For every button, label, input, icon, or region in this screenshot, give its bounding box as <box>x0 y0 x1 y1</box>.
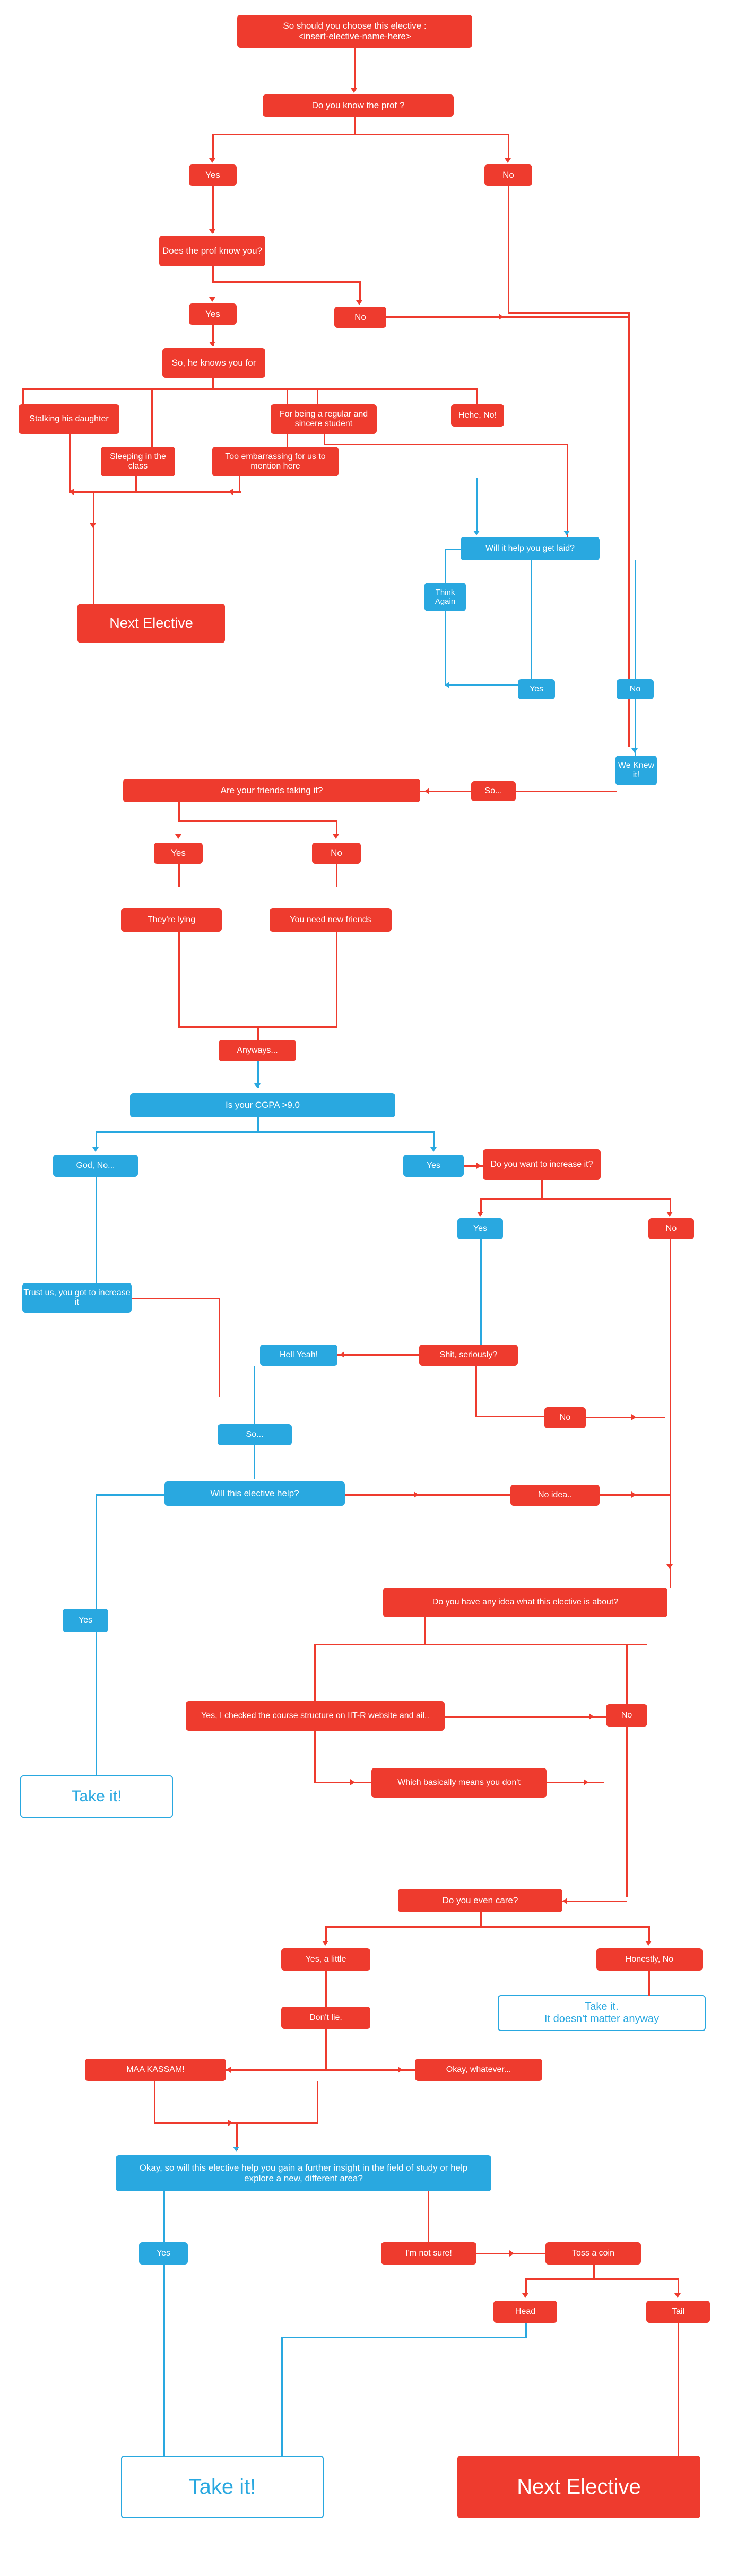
edge-help-to-noidea <box>345 1494 510 1496</box>
node-honestly-no <box>596 1948 703 1971</box>
edge-lying-down <box>178 932 180 1027</box>
edge-toss-bar <box>525 2278 679 2280</box>
arrow-converge-left <box>69 489 74 495</box>
node-dont-lie-label: Don't lie. <box>309 2013 342 2022</box>
edge-hehe-to-laid <box>476 478 478 533</box>
edge-checked-to-no <box>445 1716 607 1718</box>
node-take-it-1 <box>20 1775 173 1818</box>
arrow-laid-down <box>563 531 570 535</box>
node-laid-label: Will it help you get laid? <box>485 543 575 553</box>
node-take-it-doesnt-matter <box>498 1995 706 2031</box>
node-need-new-friends-label: You need new friends <box>290 915 371 924</box>
edge-reasons-bar <box>22 388 478 390</box>
node-prof-know-you-no <box>334 307 386 328</box>
node-too-embarrassing <box>212 447 339 476</box>
node-start-line2: <insert-elective-name-here> <box>298 31 411 41</box>
node-insight-yes <box>139 2242 188 2265</box>
edge-converge-bar <box>69 491 241 493</box>
edge-cgpa-down <box>257 1117 259 1132</box>
edge-no-down-long <box>508 186 509 313</box>
edge-hellyeah-to-so2 <box>254 1366 255 1424</box>
edge-no-to-newfriends <box>336 864 337 887</box>
node-cgpa <box>130 1093 395 1117</box>
edge-knowprof-split <box>212 134 509 135</box>
node-sleeping-label: Sleeping in the class <box>110 452 166 471</box>
edge-anyidea-down-left <box>424 1617 426 1645</box>
node-further-insight <box>116 2155 491 2191</box>
node-laid-no-label: No <box>629 684 641 693</box>
node-no-idea-label: No idea.. <box>537 1490 573 1499</box>
edge-evencare-down <box>480 1912 482 1927</box>
edge-shit-to-hellyeah <box>337 1354 421 1356</box>
node-hell-yeah-label: Hell Yeah! <box>279 1350 318 1359</box>
edge-dontlie-down <box>325 2029 327 2070</box>
edge-yeslittle-to-dontlie <box>325 1971 327 2007</box>
node-start-line1: So should you choose this elective : <box>283 21 427 31</box>
edge-dontlie-bar <box>226 2069 417 2071</box>
node-cgpa-yes <box>403 1155 464 1177</box>
node-further-insight-label: Okay, so will this elective help you gain a further insight in the field of study or help explore a new, different area? <box>139 2163 468 2183</box>
edge-insight-yes-down <box>163 2191 165 2219</box>
node-checked-structure-label: Yes, I checked the course structure on IIT-R website and ail.. <box>201 1711 429 1720</box>
edge-yes-to-profknowyou <box>212 186 214 233</box>
node-start <box>237 15 472 48</box>
node-checked-structure <box>186 1701 445 1731</box>
node-help-yes <box>63 1609 108 1632</box>
node-next-elective-1 <box>77 604 225 643</box>
node-regular-sincere-student <box>271 404 377 434</box>
node-cgpa-yes-label: Yes <box>426 1160 441 1170</box>
edge-yes-to-takeit <box>96 1632 97 1775</box>
edge-knowprof-down <box>354 117 356 135</box>
node-prof-know-you-yes <box>189 303 237 325</box>
edge-sincere-far-down <box>567 444 568 539</box>
edge-increase-bar <box>480 1198 671 1200</box>
edge-increase-down <box>541 1180 543 1199</box>
arrow-yes-loop-left <box>445 682 449 688</box>
node-know-prof-no-label: No <box>502 170 514 180</box>
node-shit-seriously-label: Shit, seriously? <box>439 1350 498 1359</box>
arrow-friends-no <box>333 834 339 839</box>
edge-head-to-takeit-bar <box>281 2337 526 2338</box>
arrow-start-down <box>351 88 357 93</box>
node-tail <box>646 2301 710 2323</box>
node-god-no-label: God, No... <box>76 1160 115 1170</box>
node-increase-yes-label: Yes <box>473 1224 488 1233</box>
arrow-cgpa-yes <box>430 1147 437 1152</box>
edge-insight-down <box>236 2122 238 2150</box>
edge-evencare-bar <box>325 1926 650 1928</box>
node-want-increase-label: Do you want to increase it? <box>490 1159 593 1169</box>
node-any-idea-about <box>383 1588 667 1617</box>
node-think-again-label: Think Again <box>435 587 456 606</box>
arrow-yes2-down <box>209 342 215 346</box>
edge-trustus-down <box>219 1298 220 1397</box>
edge-head-to-takeit-down <box>525 2323 527 2338</box>
node-we-knew-it-label: We Knew it! <box>618 760 655 779</box>
arrow-honestly-no <box>645 1941 652 1946</box>
edge-no-long-down <box>626 1727 628 1897</box>
arrow-profno-right <box>499 314 504 320</box>
node-friends-yes <box>154 843 203 864</box>
node-even-care-label: Do you even care? <box>442 1895 518 1906</box>
node-need-new-friends <box>270 908 392 932</box>
node-hehe-no <box>451 404 504 427</box>
node-sleeping-in-class <box>101 447 175 476</box>
node-trust-us-label: Trust us, you got to increase it <box>23 1288 131 1307</box>
arrow-knowprof-no <box>505 158 511 163</box>
node-even-care <box>398 1889 562 1912</box>
arrow-help-to-noidea <box>414 1491 419 1498</box>
edge-shit-to-no <box>475 1416 544 1417</box>
arrow-basically-right <box>584 1779 588 1785</box>
node-not-sure <box>381 2242 476 2265</box>
node-okay-whatever <box>415 2059 542 2081</box>
arrow-increase-no <box>666 1212 673 1217</box>
edge-yes-to-increase <box>464 1165 485 1167</box>
node-shit-no-label: No <box>559 1412 571 1422</box>
node-cgpa-label: Is your CGPA >9.0 <box>225 1100 300 1111</box>
edge-sleeping-down <box>135 476 137 492</box>
edge-help-left <box>96 1494 166 1496</box>
arrow-think-again-right <box>465 546 470 552</box>
node-laid-no <box>617 679 654 699</box>
edge-knowprof-left-down <box>212 134 214 160</box>
node-anyways <box>219 1040 296 1061</box>
arrow-noidea-right <box>631 1491 636 1498</box>
node-toss-a-coin-label: Toss a coin <box>571 2248 615 2258</box>
node-friends-yes-label: Yes <box>171 848 186 858</box>
edge-maakassam-down <box>154 2081 155 2123</box>
node-know-prof-label: Do you know the prof ? <box>311 100 405 111</box>
node-take-it-final <box>121 2456 324 2518</box>
edge-reason4-down <box>317 388 318 404</box>
node-take-it-dm-line2: It doesn't matter anyway <box>544 2013 660 2025</box>
node-increase-yes <box>457 1218 503 1239</box>
node-increase-no-label: No <box>665 1224 677 1233</box>
edge-sincere-down <box>324 434 325 445</box>
edge-to-think-again <box>445 550 446 584</box>
arrow-profknowyou-yes <box>209 297 215 302</box>
edge-to-next-elective-1 <box>93 528 94 604</box>
node-prof-know-you-label: Does the prof know you? <box>162 246 263 256</box>
node-head <box>493 2301 557 2323</box>
edge-reasons-down <box>212 378 214 389</box>
edge-stalking-down <box>69 434 71 492</box>
edge-profknowyou-split <box>212 281 361 283</box>
arrow-to-evencare <box>562 1898 567 1904</box>
node-dont-lie <box>281 2007 370 2029</box>
arrow-yes-to-increase <box>476 1163 481 1169</box>
arrow-friends-yes <box>175 834 181 839</box>
node-take-it-dm-line1: Take it. <box>585 2001 619 2013</box>
edge-start-to-knowprof <box>354 48 356 90</box>
edge-sincere-right <box>324 444 568 445</box>
edge-anyidea-bar <box>424 1644 647 1645</box>
node-no-idea <box>510 1485 600 1506</box>
edge-knowprof-right-down <box>508 134 509 160</box>
node-too-embarrassing-label: Too embarrassing for us to mention here <box>225 452 326 471</box>
edge-yes-back-think <box>445 684 519 686</box>
edge-yes-to-final-takeit <box>163 2265 165 2456</box>
edge-reason2-down <box>151 388 153 447</box>
edge-tail-to-nextelective <box>678 2323 679 2459</box>
node-friends-no <box>312 843 361 864</box>
edge-anyways-down <box>257 1026 259 1040</box>
node-okay-whatever-label: Okay, whatever... <box>446 2065 511 2074</box>
edge-head-to-takeit-left <box>281 2337 283 2459</box>
arrow-to-basically <box>350 1779 355 1785</box>
edge-shitno-right <box>586 1417 665 1418</box>
edge-to-basically <box>314 1782 372 1783</box>
edge-help-left-down <box>96 1494 97 1609</box>
edge-incyes-to-shit <box>480 1239 482 1345</box>
edge-anyidea-no-down <box>626 1644 628 1707</box>
arrow-head <box>522 2293 528 2298</box>
node-about-no <box>606 1704 647 1727</box>
node-he-knows-you-for-label: So, he knows you for <box>171 358 256 368</box>
arrow-knowprof-yes <box>209 158 215 163</box>
node-anyways-label: Anyways... <box>237 1045 278 1055</box>
arrow-to-profknowyou <box>209 229 215 234</box>
node-so-2-label: So... <box>246 1429 264 1439</box>
node-prof-know-you-yes-label: Yes <box>205 309 220 319</box>
node-any-idea-about-label: Do you have any idea what this elective is about? <box>432 1597 619 1607</box>
edge-laid-yes-line <box>531 560 532 679</box>
edge-to-evencare <box>562 1901 627 1902</box>
node-hell-yeah <box>260 1345 337 1366</box>
edge-yes-to-lying <box>178 864 180 887</box>
node-regular-sincere-label: For being a regular and sincere student <box>279 409 368 428</box>
arrow-shit-to-hellyeah <box>340 1351 344 1358</box>
node-friends-taking-label: Are your friends taking it? <box>220 785 323 796</box>
node-know-prof-yes <box>189 164 237 186</box>
node-we-knew-it <box>615 756 657 785</box>
arrow-anyways-down <box>254 1083 261 1088</box>
arrow-converge-left2 <box>228 489 233 495</box>
node-know-prof <box>263 94 454 117</box>
arrow-profknowyou-no <box>356 300 362 305</box>
arrow-shitno-right <box>631 1414 636 1420</box>
node-next-elective-final <box>457 2456 700 2518</box>
edge-checked-down <box>314 1731 316 1783</box>
node-prof-know-you-no-label: No <box>354 312 366 323</box>
node-elective-help-label: Will this elective help? <box>210 1488 299 1499</box>
node-yes-a-little <box>281 1948 370 1971</box>
arrow-increase-yes <box>477 1212 483 1217</box>
node-insight-yes-label: Yes <box>156 2248 171 2258</box>
node-hehe-no-label: Hehe, No! <box>458 410 497 420</box>
edge-laid-left <box>445 549 465 550</box>
edge-increaseno-longdown <box>670 1239 671 1568</box>
node-laid-yes-label: Yes <box>529 684 544 693</box>
edge-honestlyno-to-takeit <box>648 1971 650 1996</box>
edge-friends-down-left <box>178 802 180 821</box>
node-take-it-1-label: Take it! <box>71 1787 122 1805</box>
node-so-1-label: So... <box>484 786 502 795</box>
node-elective-help <box>164 1481 345 1506</box>
arrow-cgpa-godno <box>92 1147 99 1152</box>
edge-profknowyou-down <box>212 266 214 282</box>
node-he-knows-you-for <box>162 348 265 378</box>
edge-to-anyidea <box>670 1568 671 1588</box>
arrow-insight-down <box>233 2147 239 2152</box>
node-so-1 <box>471 781 516 801</box>
node-stalking-his-daughter <box>19 404 119 434</box>
edge-insight-yes-line <box>163 2219 165 2242</box>
node-maa-kassam <box>85 2059 226 2081</box>
node-help-yes-label: Yes <box>78 1615 93 1625</box>
edge-no-right <box>508 312 630 314</box>
node-increase-no <box>648 1218 694 1239</box>
edge-toss-down <box>593 2265 595 2279</box>
edge-anyidea-yes-down <box>314 1644 316 1707</box>
arrow-insight-join <box>228 2120 233 2126</box>
edge-laid-no-line <box>635 560 636 679</box>
node-laid-yes <box>518 679 555 699</box>
edge-basically-right <box>547 1782 604 1783</box>
edge-no-to-weknewit <box>635 699 636 756</box>
edge-reason1-down <box>22 388 24 404</box>
edge-so2-to-electivehelp <box>254 1445 255 1479</box>
node-basically-means-label: Which basically means you don't <box>397 1777 521 1787</box>
node-think-again <box>424 583 466 611</box>
node-next-elective-final-label: Next Elective <box>517 2475 641 2499</box>
node-know-prof-yes-label: Yes <box>205 170 220 180</box>
node-tail-label: Tail <box>671 2306 684 2316</box>
node-friends-no-label: No <box>331 848 342 858</box>
edge-embarrassing-down <box>239 476 240 492</box>
edge-anyidea-left <box>314 1644 426 1645</box>
edge-insight-to-notsure <box>428 2191 429 2242</box>
node-shit-no <box>544 1407 586 1428</box>
node-yes-a-little-label: Yes, a little <box>305 1954 346 1964</box>
node-maa-kassam-label: MAA KASSAM! <box>126 2065 185 2074</box>
arrow-notsure-to-toss <box>509 2250 514 2257</box>
arrow-next-elective-1 <box>90 523 96 528</box>
edge-friends-bar <box>178 820 337 822</box>
edge-newfriends-down <box>336 932 337 1027</box>
node-god-no <box>53 1155 138 1177</box>
node-shit-seriously <box>419 1345 518 1366</box>
node-toss-a-coin <box>545 2242 641 2265</box>
node-take-it-final-label: Take it! <box>188 2475 256 2499</box>
node-honestly-no-label: Honestly, No <box>625 1954 674 1964</box>
edge-profknowyou-no-down <box>359 281 361 302</box>
node-head-label: Head <box>515 2306 536 2316</box>
edge-cgpa-bar <box>96 1131 435 1133</box>
node-will-it-help-laid <box>461 537 600 560</box>
node-about-no-label: No <box>621 1710 632 1720</box>
node-next-elective-1-label: Next Elective <box>109 615 193 631</box>
node-trust-us <box>22 1283 132 1313</box>
node-want-increase <box>483 1149 601 1180</box>
edge-shit-down <box>475 1366 477 1417</box>
arrow-yes-a-little <box>322 1941 328 1946</box>
node-theyre-lying-label: They're lying <box>147 915 196 924</box>
node-stalking-label: Stalking his daughter <box>29 414 109 423</box>
arrow-to-okaywhatever <box>398 2067 403 2073</box>
arrow-weknewit-down <box>631 748 638 753</box>
arrow-to-maakassam <box>226 2067 231 2073</box>
arrow-tail <box>674 2293 681 2298</box>
node-so-2 <box>218 1424 292 1445</box>
edge-profno-to-right <box>386 316 628 318</box>
arrow-so-left <box>424 788 429 794</box>
edge-okaywhatever-down <box>317 2081 318 2123</box>
node-prof-know-you <box>159 236 265 266</box>
node-not-sure-label: I'm not sure! <box>405 2248 452 2258</box>
edge-godno-to-trustus <box>96 1177 97 1283</box>
node-theyre-lying <box>121 908 222 932</box>
node-basically-means <box>371 1768 547 1798</box>
edge-weknewit-to-so <box>516 791 617 792</box>
node-friends-taking <box>123 779 420 802</box>
edge-trustus-right <box>132 1298 220 1299</box>
node-know-prof-no <box>484 164 532 186</box>
arrow-checked-to-no <box>589 1713 594 1720</box>
edge-thinkagain-loop <box>445 611 446 686</box>
